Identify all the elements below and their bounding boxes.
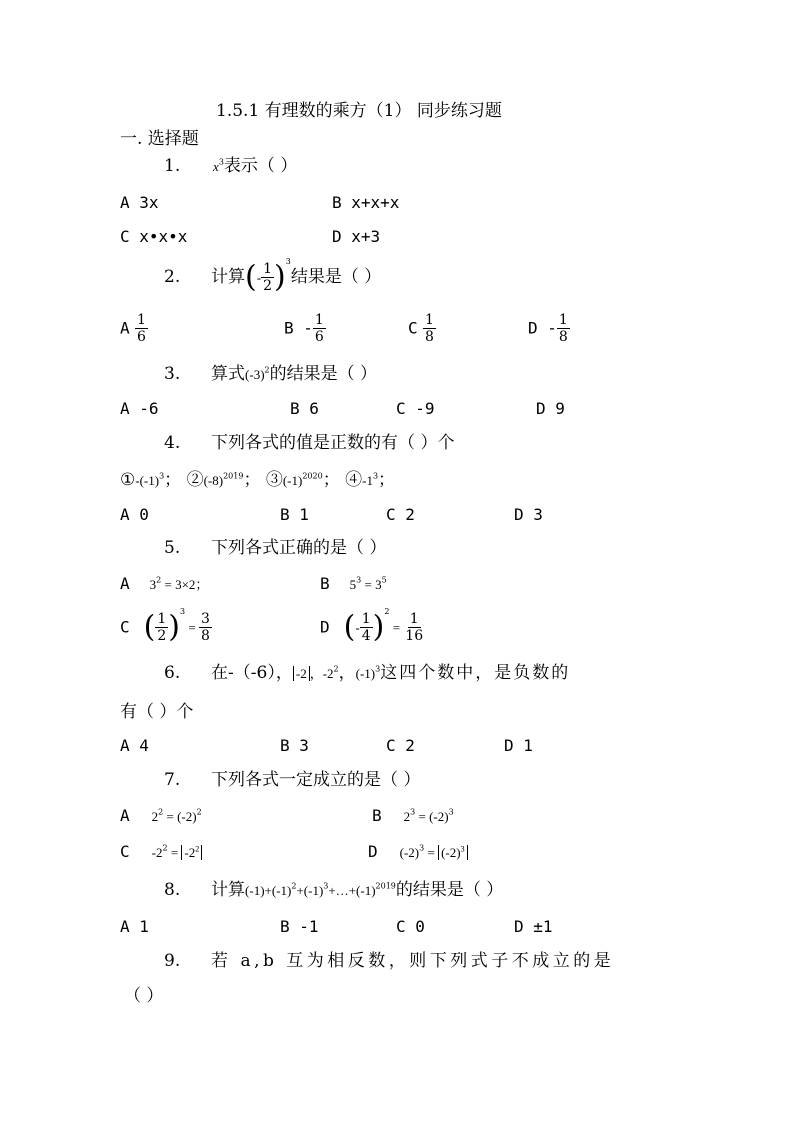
- option-b: B 1: [280, 505, 309, 524]
- math-expr: (-3): [245, 367, 265, 382]
- question-text: 算式: [211, 364, 246, 384]
- question-text-2: 的结果是（ ）: [269, 364, 378, 384]
- option-c: C x•x•x: [120, 227, 188, 246]
- option-c: C 2: [386, 505, 415, 524]
- option-b: B $5^3 = 3^5$: [320, 574, 387, 593]
- question-number: 2.: [164, 267, 181, 287]
- question-1: [164, 158, 297, 175]
- option-d: D 9: [536, 399, 565, 418]
- question-9-line-2: （ ）: [124, 986, 164, 1006]
- question-number: 3.: [164, 364, 181, 384]
- question-6-line-2: 有（ ）个: [120, 702, 194, 722]
- option-d: D - $\frac{1}{8}$: [528, 312, 568, 345]
- option-b: B -1: [280, 917, 319, 936]
- option-d: D (- $\frac{1}{4}$ )$^2$ = $\frac{1}{16}$: [320, 607, 424, 645]
- option-a: A -6: [120, 399, 159, 418]
- option-d: D 1: [504, 736, 533, 755]
- exponent: 2: [264, 365, 270, 375]
- question-number: 4.: [164, 433, 181, 453]
- question-text: 若 a,b 互为相反数，则下列式子不成立的是: [211, 951, 615, 971]
- option-b: B 6: [290, 399, 319, 418]
- question-text: 在-（-6），: [211, 663, 293, 683]
- option-a: A 3x: [120, 193, 159, 212]
- math-expr: x: [213, 159, 219, 174]
- question-text: 下列各式的值是正数的有（ ）个: [211, 433, 455, 453]
- option-a: A 4: [120, 736, 149, 755]
- option-a: A 1: [120, 917, 149, 936]
- option-c: C ( $\frac{1}{2}$ )$^3$ = $\frac{3}{8}$: [120, 607, 210, 645]
- question-text: 计算: [211, 880, 246, 900]
- question-number: 7.: [164, 770, 181, 790]
- question-5: [164, 540, 386, 557]
- question-2: [164, 258, 381, 293]
- question-text: 表示（ ）: [223, 156, 298, 176]
- question-text-2: 这四个数中，是负数的: [380, 663, 571, 683]
- option-b: B x+x+x: [332, 193, 400, 212]
- question-number: 5.: [164, 538, 181, 558]
- minus: -: [256, 270, 262, 285]
- option-b: B - $\frac{1}{6}$: [284, 312, 324, 345]
- question-4: [164, 435, 454, 452]
- exponent: 3: [218, 157, 224, 167]
- option-b: B 3: [280, 736, 309, 755]
- question-text: 下列各式正确的是（ ）: [211, 538, 387, 558]
- option-c: C 0: [396, 917, 425, 936]
- question-text-2: 结果是（ ）: [290, 267, 382, 287]
- paren: ): [274, 259, 286, 295]
- option-b: B $2^3 = (-2)^3$: [372, 806, 454, 825]
- page-title: 1.5.1 有理数的乘方（1） 同步练习题: [216, 101, 502, 121]
- option-a: A $3^2 = 3\times 2$；: [120, 574, 209, 593]
- option-c: C $-2^2 = -2^2$: [120, 844, 202, 861]
- question-7: [164, 772, 420, 789]
- option-c: C $\frac{1}{8}$: [408, 312, 434, 345]
- paren: (: [245, 259, 257, 295]
- question-9: [164, 953, 614, 970]
- question-8: 8. 计算$(-1)+(-1)^2+(-1)^3+\dots+(-1)^{2019}$的结果是（ ）: [164, 880, 504, 900]
- option-a: A $2^2 = (-2)^2$: [120, 806, 202, 825]
- question-number: 1.: [164, 156, 181, 176]
- question-text-2: 的结果是（ ）: [395, 880, 504, 900]
- question-number: 8.: [164, 880, 181, 900]
- expression-list: $①-(-1)^3$； $②(-8)^{2019}$； $③(-1)^{2020}$； $④-1^3$；: [120, 470, 396, 490]
- question-number: 6.: [164, 663, 181, 683]
- option-c: C 2: [386, 736, 415, 755]
- question-text: 下列各式一定成立的是（ ）: [211, 770, 421, 790]
- question-number: 9.: [164, 951, 181, 971]
- abs-value: -2: [293, 666, 310, 681]
- option-d: D x+3: [332, 227, 381, 246]
- option-c: C -9: [396, 399, 435, 418]
- exponent: 3: [285, 257, 291, 266]
- question-6: 6. 在-（-6）， -2 ，$-2^2$，$(-1)^3$这四个数中，是负数的: [164, 663, 571, 683]
- option-d: D ±1: [514, 917, 553, 936]
- fraction: $\frac{1}{2}$: [263, 261, 273, 294]
- option-d: D $(-2)^3 = (-2)^3$: [368, 844, 468, 861]
- question-text: 计算: [211, 267, 246, 287]
- option-a: A $\frac{1}{6}$: [120, 312, 146, 345]
- question-3: [164, 366, 377, 383]
- option-a: A 0: [120, 505, 149, 524]
- option-d: D 3: [514, 505, 543, 524]
- section-heading: 一. 选择题: [120, 129, 199, 149]
